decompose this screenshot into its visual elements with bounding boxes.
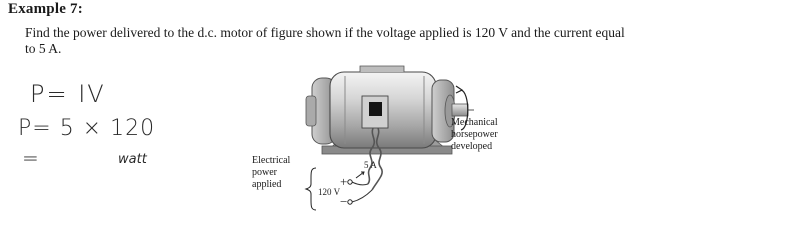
- current-label: 5 A: [364, 160, 377, 170]
- mechanical-horsepower-label: [451, 117, 498, 153]
- problem-line-2: to 5 A.: [25, 41, 62, 56]
- electrical-label-line-2: power: [252, 167, 277, 178]
- handwritten-formula: P= IV: [30, 80, 106, 108]
- electrical-label-line-3: applied: [252, 179, 282, 190]
- minus-sign: −: [340, 194, 348, 209]
- mechanical-label-line-1: Mechanical: [451, 117, 498, 128]
- handwritten-unit: watt: [118, 152, 147, 167]
- electrical-label-line-1: Electrical: [252, 155, 291, 166]
- mechanical-label-line-3: developed: [451, 141, 493, 152]
- handwritten-equals: =: [22, 146, 39, 170]
- motor-shaft: [452, 104, 474, 116]
- input-brace: [306, 168, 316, 210]
- example-heading: Example 7:: [8, 1, 83, 17]
- plus-sign: +: [340, 174, 348, 189]
- terminal-box: [362, 96, 388, 128]
- voltage-label: 120 V: [318, 187, 341, 197]
- mechanical-label-line-2: horsepower: [451, 129, 498, 140]
- problem-line-1: Find the power delivered to the d.c. motor of figure shown if the voltage applied is 120 V and the current equal: [25, 25, 625, 40]
- electrical-power-label: [252, 155, 290, 191]
- handwritten-substitution: P= 5 × 120: [18, 116, 156, 141]
